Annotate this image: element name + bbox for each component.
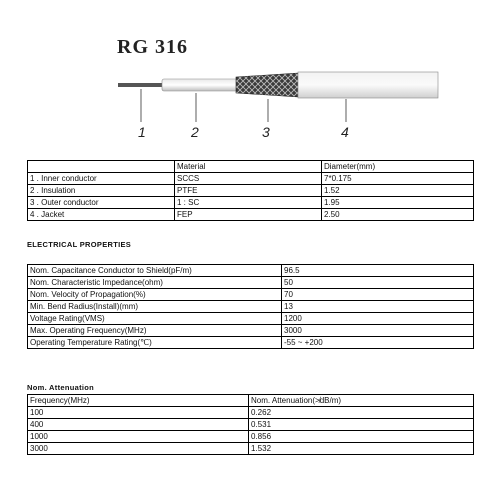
table-row xyxy=(28,209,474,221)
table-cell: 1 . Inner conductor xyxy=(28,173,175,185)
table-cell: 50 xyxy=(282,277,474,289)
table-cell: 4 . Jacket xyxy=(28,209,175,221)
table-cell: Voltage Rating(VMS) xyxy=(28,313,282,325)
table-cell: 96.5 xyxy=(282,265,474,277)
table-row xyxy=(28,325,474,337)
table-cell: 70 xyxy=(282,289,474,301)
table-cell: 7*0.175 xyxy=(322,173,474,185)
table-cell: 3 . Outer conductor xyxy=(28,197,175,209)
outer-conductor-braid xyxy=(236,73,300,97)
table-cell: Nom. Characteristic Impedance(ohm) xyxy=(28,277,282,289)
table-cell: 3000 xyxy=(28,443,249,455)
table-cell: 2.50 xyxy=(322,209,474,221)
table-cell: SCCS xyxy=(175,173,322,185)
attenuation-table xyxy=(27,394,474,455)
table-cell: Min. Bend Radius(Install)(mm) xyxy=(28,301,282,313)
cable-title: RG 316 xyxy=(117,36,188,58)
table-cell: 13 xyxy=(282,301,474,313)
table-cell: Nom. Velocity of Propagation(%) xyxy=(28,289,282,301)
table-row xyxy=(28,289,474,301)
table-header-cell: Diameter(mm) xyxy=(322,161,474,173)
table-cell: 3000 xyxy=(282,325,474,337)
table-row xyxy=(28,173,474,185)
table-cell: 1.532 xyxy=(249,443,474,455)
table-cell: 2 . Insulation xyxy=(28,185,175,197)
cable-cross-section-illustration xyxy=(0,0,500,135)
table-cell: 400 xyxy=(28,419,249,431)
table-row xyxy=(28,337,474,349)
table-cell: Max. Operating Frequency(MHz) xyxy=(28,325,282,337)
layers-table xyxy=(27,160,474,221)
table-row xyxy=(28,407,474,419)
jacket xyxy=(298,72,438,98)
table-cell: 1.52 xyxy=(322,185,474,197)
table-cell: 0.262 xyxy=(249,407,474,419)
insulation xyxy=(162,79,240,91)
table-header-cell: Nom. Attenuation(≯dB/m) xyxy=(249,395,474,407)
table-header-row xyxy=(28,395,474,407)
table-cell: 1200 xyxy=(282,313,474,325)
electrical-properties-heading: ELECTRICAL PROPERTIES xyxy=(27,240,132,249)
part-number-2: 2 xyxy=(191,124,199,140)
attenuation-heading: Nom. Attenuation xyxy=(27,383,95,392)
table-row xyxy=(28,443,474,455)
table-row xyxy=(28,277,474,289)
table-header-cell: Material xyxy=(175,161,322,173)
table-cell: 1.95 xyxy=(322,197,474,209)
part-number-4: 4 xyxy=(341,124,349,140)
electrical-properties-table xyxy=(27,264,474,349)
table-cell: -55 ~ +200 xyxy=(282,337,474,349)
table-header-row xyxy=(28,161,474,173)
part-number-1: 1 xyxy=(138,124,146,140)
table-row xyxy=(28,419,474,431)
table-cell: Operating Temperature Rating(℃) xyxy=(28,337,282,349)
table-row xyxy=(28,313,474,325)
table-row xyxy=(28,185,474,197)
table-row xyxy=(28,265,474,277)
table-cell: PTFE xyxy=(175,185,322,197)
table-row xyxy=(28,431,474,443)
table-header-cell xyxy=(28,161,175,173)
table-cell: FEP xyxy=(175,209,322,221)
inner-conductor xyxy=(118,83,163,87)
table-cell: 1000 xyxy=(28,431,249,443)
table-cell: 0.856 xyxy=(249,431,474,443)
table-row xyxy=(28,301,474,313)
table-cell: 0.531 xyxy=(249,419,474,431)
table-cell: Nom. Capacitance Conductor to Shield(pF/m) xyxy=(28,265,282,277)
table-header-cell: Frequency(MHz) xyxy=(28,395,249,407)
table-cell: 1 : SC xyxy=(175,197,322,209)
table-cell: 100 xyxy=(28,407,249,419)
part-number-3: 3 xyxy=(262,124,270,140)
table-row xyxy=(28,197,474,209)
